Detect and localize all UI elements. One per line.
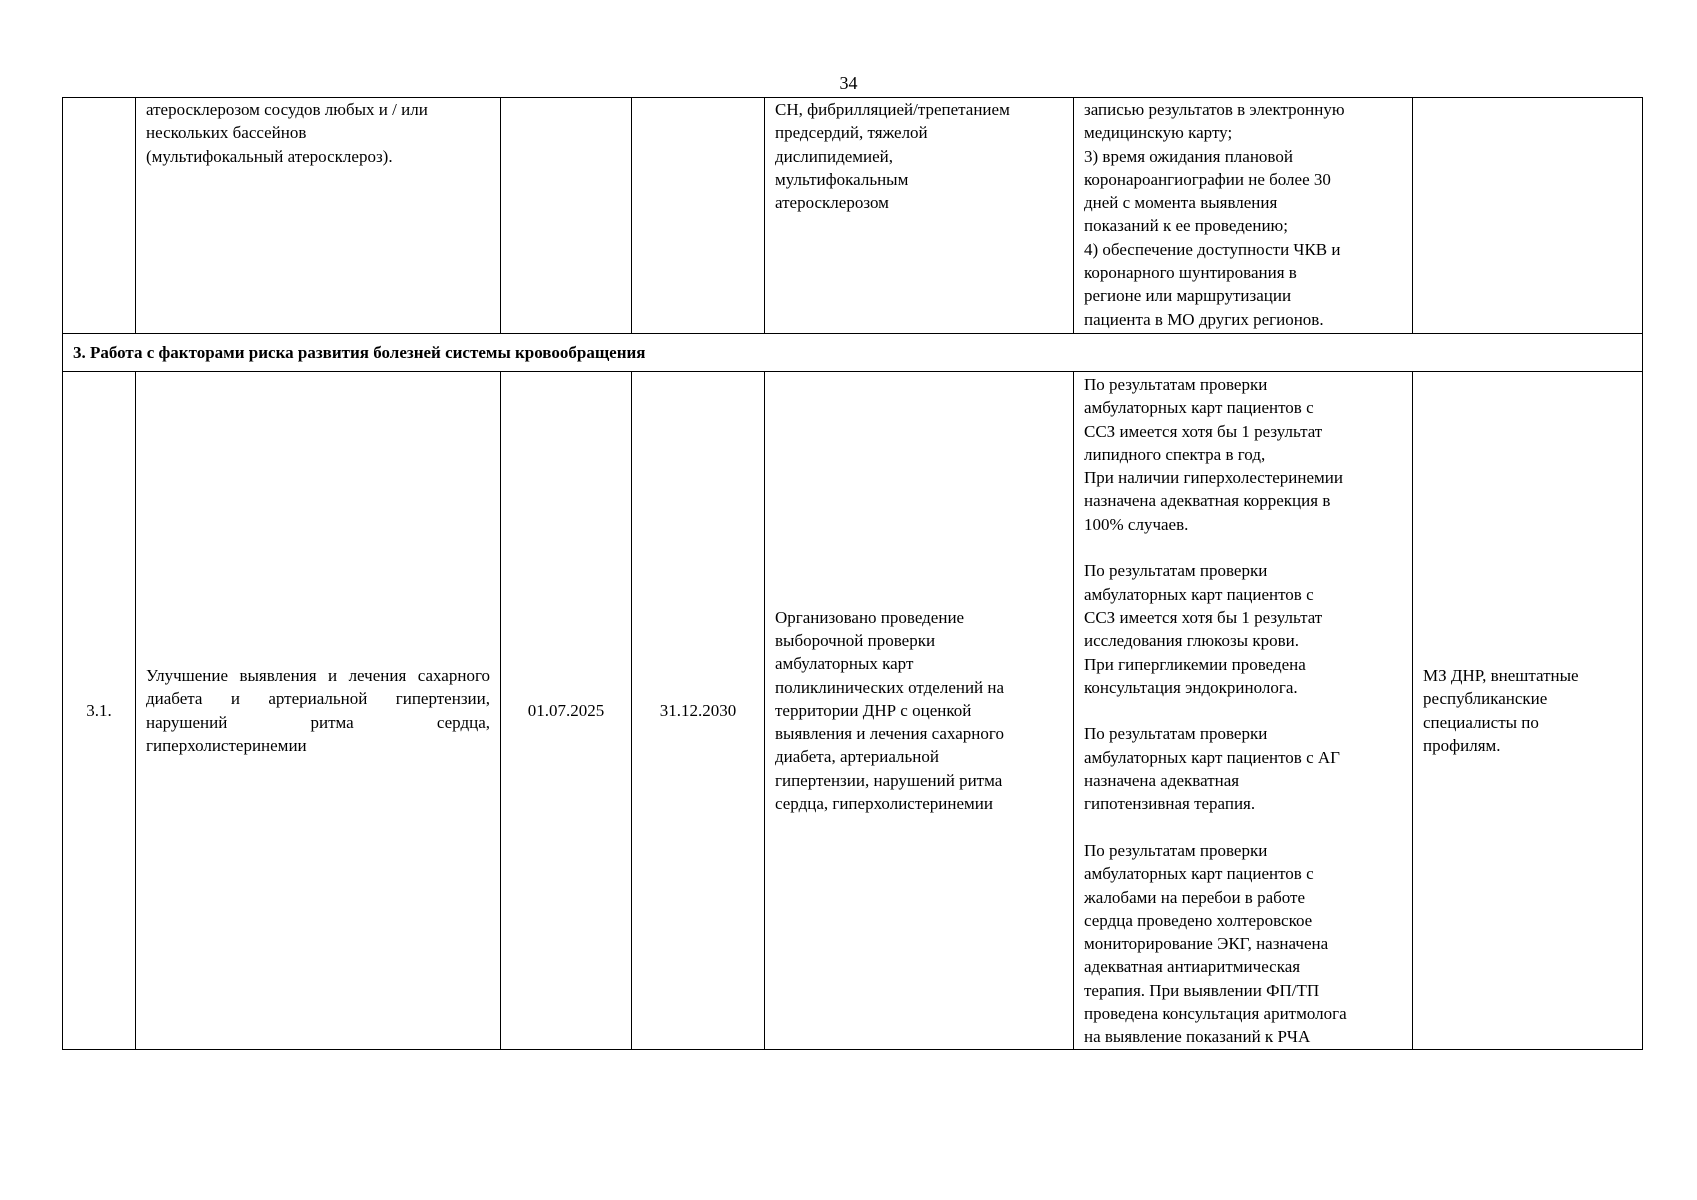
cell-responsible [1413, 98, 1643, 334]
cell-start-date [501, 98, 632, 334]
section-row [63, 334, 1643, 372]
section-title: 3. Работа с факторами риска развития болезней системы кровообращения [63, 334, 1643, 372]
table-row-continued [63, 98, 1643, 334]
cell-end-date: 31.12.2030 [632, 372, 765, 1050]
cell-indicator: По результатам проверки амбулаторных карт пациентов с ССЗ имеется хотя бы 1 результат липидного спектра в год, При наличии гиперхолестеринемии назначена адекватная коррекция в 100% случаев. По результатам проверки амбулаторных карт пациентов с ССЗ имеется хотя бы 1 результат исследования глюкозы крови. При гипергликемии проведена консультация эндокринолога. По результатам проверки амбулаторных карт пациентов с АГ назначена адекватная гипотензивная терапия. По результатам проверки амбулаторных карт пациентов с жалобами на перебои в работе сердца проведено холтеровское мониторирование ЭКГ, назначена адекватная антиаритмическая терапия. При выявлении ФП/ТП проведена консультация аритмолога на выявление показаний к РЧА [1074, 372, 1413, 1050]
cell-expected-result: СН, фибрилляцией/трепетанием предсердий, тяжелой дислипидемией, мультифокальным атеросклерозом [765, 98, 1074, 334]
cell-event: атеросклерозом сосудов любых и / или нескольких бассейнов (мультифокальный атеросклероз). [136, 98, 501, 334]
cell-responsible: МЗ ДНР, внештатные республиканские специалисты по профилям. [1413, 372, 1643, 1050]
cell-end-date [632, 98, 765, 334]
cell-start-date: 01.07.2025 [501, 372, 632, 1050]
cell-event: Улучшение выявления и лечения сахарного диабета и артериальной гипертензии, нарушений ритма сердца, гиперхолистеринемии [136, 372, 501, 1050]
page-number: 34 [839, 73, 858, 93]
measures-table [62, 97, 1643, 1050]
cell-number: 3.1. [63, 372, 136, 1050]
cell-expected-result: Организовано проведение выборочной проверки амбулаторных карт поликлинических отделений на территории ДНР с оценкой выявления и лечения сахарного диабета, артериальной гипертензии, нарушений ритма сердца, гиперхолистеринемии [765, 372, 1074, 1050]
table-row-3-1 [63, 372, 1643, 1050]
cell-indicator: записью результатов в электронную медицинскую карту; 3) время ожидания плановой коронароангиографии не более 30 дней с момента выявления показаний к ее проведению; 4) обеспечение доступности ЧКВ и коронарного шунтирования в регионе или маршрутизации пациента в МО других регионов. [1074, 98, 1413, 334]
cell-number [63, 98, 136, 334]
